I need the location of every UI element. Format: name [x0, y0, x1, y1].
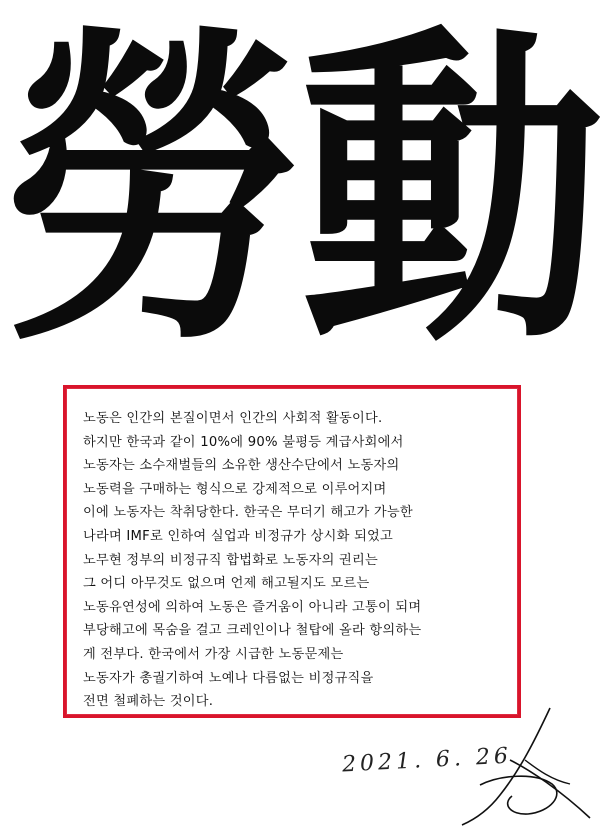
statement-line: 노동력을 구매하는 형식으로 강제적으로 이루어지며: [83, 481, 387, 497]
statement-box: [63, 385, 521, 718]
handwritten-date: 2021. 6. 26: [341, 743, 513, 778]
calligraphy-character-work: 動: [300, 0, 598, 385]
statement-line: 나라며 IMF로 인하여 실업과 비정규가 상시화 되었고: [83, 528, 394, 544]
statement-line: 노동유연성에 의하여 노동은 즐거움이 아니라 고통이 되며: [83, 599, 422, 615]
statement-line: 노동자는 소수재벌들의 소유한 생산수단에서 노동자의: [83, 458, 400, 474]
handwritten-signature: [440, 700, 600, 829]
statement-line: 하지만 한국과 같이 10%에 90% 불평등 계급사회에서: [83, 434, 404, 450]
statement-line: 이에 노동자는 착취당한다. 한국은 무더기 해고가 가능한: [83, 505, 413, 521]
statement-line: 게 전부다. 한국에서 가장 시급한 노동문제는: [83, 646, 344, 662]
statement-line: 노무현 정부의 비정규직 합법화로 노동자의 권리는: [83, 552, 378, 568]
calligraphy-character-labor: 勞: [2, 0, 300, 385]
statement-line: 그 어디 아무것도 없으며 언제 해고될지도 모르는: [83, 576, 370, 592]
statement-line: 전면 철폐하는 것이다.: [83, 694, 214, 710]
statement-lines: [83, 407, 509, 714]
statement-line: 노동자가 총궐기하여 노예나 다름없는 비정규직을: [83, 670, 374, 686]
calligraphy-heading: [0, 0, 600, 385]
statement-line: 노동은 인간의 본질이면서 인간의 사회적 활동이다.: [83, 411, 383, 426]
statement-line: 부당해고에 목숨을 걸고 크레인이나 철탑에 올라 항의하는: [83, 623, 422, 639]
